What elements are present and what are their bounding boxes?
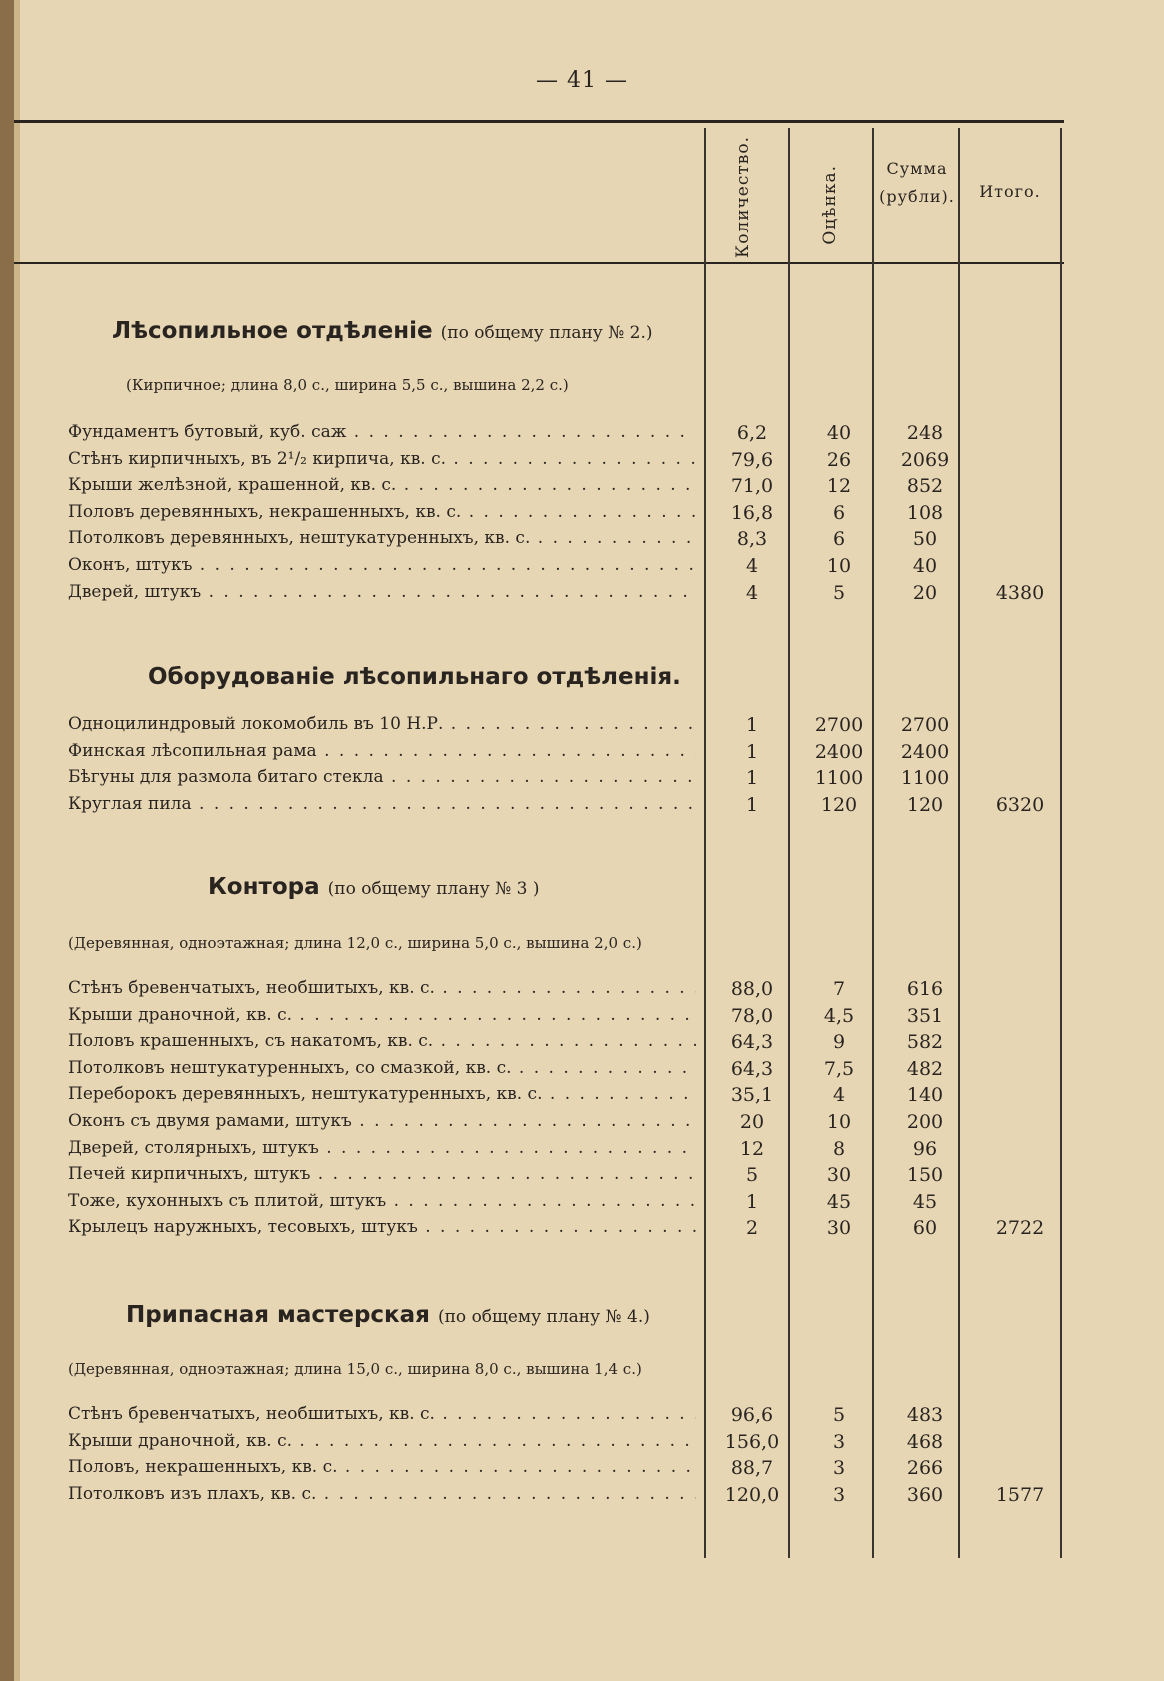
row-label: Финская лѣсопильная рама . . .	[68, 741, 696, 761]
row-quantity: 88,7	[730, 1457, 774, 1480]
row-rate: 120	[820, 793, 858, 816]
column-divider-total	[958, 128, 960, 1558]
section-total: 6320	[995, 793, 1045, 816]
row-label: Фундаментъ бутовый, куб. саж . . .	[68, 422, 696, 442]
row-rate: 2700	[814, 714, 864, 736]
row-label: Стѣнъ бревенчатыхъ, необшитыхъ, кв. с. . . .	[68, 1404, 696, 1424]
row-rate: 3	[832, 1430, 846, 1453]
row-quantity: 120,0	[724, 1483, 780, 1506]
row-sum: 582	[906, 1031, 944, 1054]
table-row	[0, 1138, 1164, 1164]
page-number: — 41 —	[536, 68, 628, 93]
section-plan-note: (по общему плану № 4.)	[437, 1307, 650, 1327]
table-row	[0, 1457, 1164, 1483]
row-label: Печей кирпичныхъ, штукъ . . .	[68, 1164, 696, 1184]
row-label: Половъ, некрашенныхъ, кв. с. . . .	[68, 1457, 696, 1477]
row-label: Тоже, кухонныхъ съ плитой, штукъ . . .	[68, 1191, 696, 1211]
row-quantity: 1	[745, 793, 759, 816]
row-rate: 7,5	[823, 1057, 855, 1080]
row-rate: 30	[826, 1164, 852, 1187]
section-plan-note: (по общему плану № 2.)	[440, 323, 653, 343]
row-rate: 26	[826, 448, 852, 471]
row-label: Потолковъ нештукатуренныхъ, со смазкой, кв. с. . . .	[68, 1058, 696, 1078]
row-sum: 2400	[900, 740, 950, 763]
row-sum: 351	[906, 1004, 944, 1027]
section-title-text: Лѣсопильное отдѣленіе	[112, 318, 433, 344]
row-sum: 852	[906, 475, 944, 498]
row-label: Крыши драночной, кв. с. . . .	[68, 1431, 696, 1451]
row-quantity: 12	[739, 1137, 765, 1160]
row-label: Бѣгуны для размола битаго стекла . . .	[68, 767, 696, 787]
table-row	[0, 422, 1164, 448]
header-sum-line1: Сумма	[886, 159, 948, 178]
header-sum-line2: (рубли).	[879, 187, 955, 206]
row-label: Круглая пила . . .	[68, 794, 696, 814]
section-description: (Деревянная, одноэтажная; длина 15,0 с., ширина 8,0 с., вышина 1,4 с.)	[68, 1360, 642, 1378]
row-quantity: 78,0	[730, 1004, 774, 1027]
row-rate: 3	[832, 1483, 846, 1506]
row-sum: 2069	[900, 448, 950, 471]
row-label: Оконъ съ двумя рамами, штукъ . . .	[68, 1111, 696, 1131]
row-label: Крыши драночной, кв. с. . . .	[68, 1005, 696, 1025]
row-quantity: 96,6	[730, 1404, 774, 1426]
section-plan-note: (по общему плану № 3 )	[327, 879, 540, 899]
row-label: Потолковъ деревянныхъ, нештукатуренныхъ, кв. с. . . .	[68, 528, 696, 548]
header-quantity: Количество.	[733, 136, 753, 258]
row-label: Половъ деревянныхъ, некрашенныхъ, кв. с. . . .	[68, 502, 696, 522]
section-total: 4380	[995, 581, 1045, 604]
row-label: Крылецъ наружныхъ, тесовыхъ, штукъ . . .	[68, 1217, 696, 1237]
row-sum: 20	[912, 581, 938, 604]
column-divider-qty	[704, 128, 706, 1558]
table-row	[0, 1031, 1164, 1057]
section-total: 2722	[995, 1217, 1045, 1240]
row-sum: 1100	[900, 767, 950, 790]
table-row	[0, 449, 1164, 475]
table-row	[0, 555, 1164, 581]
header-sum	[874, 155, 960, 211]
row-quantity: 1	[745, 1190, 759, 1213]
row-quantity: 1	[745, 767, 759, 790]
row-rate: 10	[826, 555, 852, 577]
row-rate: 6	[832, 501, 846, 524]
row-label: Стѣнъ кирпичныхъ, въ 2¹/₂ кирпича, кв. с. . . .	[68, 449, 696, 469]
row-quantity: 5	[745, 1164, 759, 1187]
table-row	[0, 1005, 1164, 1031]
row-rate: 4	[832, 1084, 846, 1107]
row-rate: 4,5	[823, 1004, 855, 1027]
section-title	[208, 874, 540, 900]
row-rate: 5	[832, 1404, 846, 1426]
row-label: Одноцилиндровый локомобиль въ 10 Н.Р. . . .	[68, 714, 696, 734]
row-sum: 50	[912, 528, 938, 551]
row-label: Стѣнъ бревенчатыхъ, необшитыхъ, кв. с. . . .	[68, 978, 696, 998]
row-sum: 616	[906, 978, 944, 1000]
section-title	[148, 664, 681, 690]
row-label: Дверей, штукъ . . .	[68, 582, 696, 602]
header-rate: Оцѣнка.	[820, 165, 840, 245]
table-row	[0, 794, 1164, 820]
row-label: Крыши желѣзной, крашенной, кв. с. . . .	[68, 475, 696, 495]
row-quantity: 79,6	[730, 448, 774, 471]
row-sum: 45	[912, 1190, 938, 1213]
table-row	[0, 1431, 1164, 1457]
row-rate: 3	[832, 1457, 846, 1480]
row-sum: 360	[906, 1483, 944, 1506]
table-row	[0, 1404, 1164, 1430]
row-rate: 30	[826, 1217, 852, 1240]
column-divider-rate	[788, 128, 790, 1558]
row-quantity: 6,2	[736, 422, 768, 444]
row-quantity: 2	[745, 1217, 759, 1240]
column-divider-sum	[872, 128, 874, 1558]
row-rate: 6	[832, 528, 846, 551]
row-sum: 483	[906, 1404, 944, 1426]
row-rate: 1100	[814, 767, 864, 790]
table-row	[0, 741, 1164, 767]
row-sum: 96	[912, 1137, 938, 1160]
row-quantity: 8,3	[736, 528, 768, 551]
table-top-rule	[14, 120, 1064, 123]
row-sum: 150	[906, 1164, 944, 1187]
row-label: Переборокъ деревянныхъ, нештукатуренныхъ, кв. с. . . .	[68, 1084, 696, 1104]
row-sum: 482	[906, 1057, 944, 1080]
row-sum: 120	[906, 793, 944, 816]
row-rate: 7	[832, 978, 846, 1000]
row-rate: 9	[832, 1031, 846, 1054]
table-row	[0, 582, 1164, 608]
section-description: (Деревянная, одноэтажная; длина 12,0 с., ширина 5,0 с., вышина 2,0 с.)	[68, 934, 642, 952]
row-quantity: 16,8	[730, 501, 774, 524]
row-quantity: 1	[745, 714, 759, 736]
table-row	[0, 1058, 1164, 1084]
row-sum: 248	[906, 422, 944, 444]
table-row	[0, 1084, 1164, 1110]
row-label: Оконъ, штукъ . . .	[68, 555, 696, 575]
row-rate: 45	[826, 1190, 852, 1213]
table-row	[0, 1484, 1164, 1510]
table-row	[0, 1111, 1164, 1137]
row-sum: 468	[906, 1430, 944, 1453]
table-row	[0, 714, 1164, 740]
section-title-text: Контора	[208, 874, 320, 900]
header-total: Итого.	[979, 182, 1041, 201]
row-quantity: 4	[745, 581, 759, 604]
row-rate: 10	[826, 1111, 852, 1133]
row-sum: 200	[906, 1111, 944, 1133]
row-quantity: 156,0	[724, 1430, 780, 1453]
row-quantity: 35,1	[730, 1084, 774, 1107]
row-sum: 108	[906, 501, 944, 524]
row-sum: 40	[912, 555, 938, 577]
table-row	[0, 475, 1164, 501]
row-sum: 266	[906, 1457, 944, 1480]
row-label: Потолковъ изъ плахъ, кв. с. . . .	[68, 1484, 696, 1504]
row-quantity: 20	[739, 1111, 765, 1133]
table-header-rule	[14, 262, 1064, 264]
row-rate: 2400	[814, 740, 864, 763]
table-row	[0, 767, 1164, 793]
row-label: Дверей, столярныхъ, штукъ . . .	[68, 1138, 696, 1158]
table-row	[0, 502, 1164, 528]
row-label: Половъ крашенныхъ, съ накатомъ, кв. с. . . .	[68, 1031, 696, 1051]
section-total: 1577	[995, 1483, 1045, 1506]
row-rate: 40	[826, 422, 852, 444]
table-row	[0, 978, 1164, 1004]
column-divider-right	[1060, 128, 1062, 1558]
table-row	[0, 1217, 1164, 1243]
row-sum: 60	[912, 1217, 938, 1240]
row-quantity: 64,3	[730, 1057, 774, 1080]
section-title	[112, 318, 653, 344]
table-row	[0, 1164, 1164, 1190]
row-sum: 140	[906, 1084, 944, 1107]
section-title-text: Припасная мастерская	[126, 1302, 430, 1328]
table-row	[0, 1191, 1164, 1217]
row-quantity: 4	[745, 555, 759, 577]
row-quantity: 71,0	[730, 475, 774, 498]
table-row	[0, 528, 1164, 554]
row-sum: 2700	[900, 714, 950, 736]
row-quantity: 64,3	[730, 1031, 774, 1054]
row-rate: 5	[832, 581, 846, 604]
section-description: (Кирпичное; длина 8,0 с., ширина 5,5 с., вышина 2,2 с.)	[126, 376, 569, 394]
row-rate: 8	[832, 1137, 846, 1160]
section-title	[126, 1302, 650, 1328]
row-rate: 12	[826, 475, 852, 498]
row-quantity: 88,0	[730, 978, 774, 1000]
row-quantity: 1	[745, 740, 759, 763]
section-title-text: Оборудованіе лѣсопильнаго отдѣленія.	[148, 664, 681, 690]
